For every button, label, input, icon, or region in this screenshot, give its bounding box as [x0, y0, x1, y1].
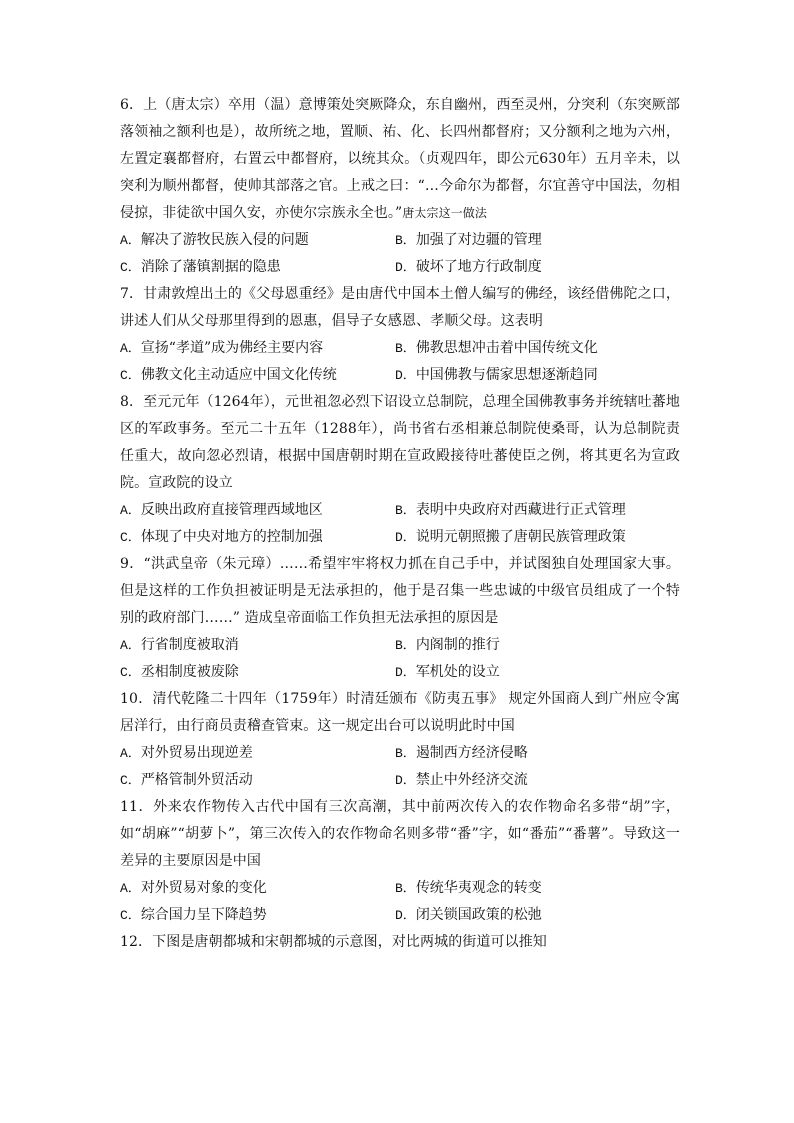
option-a[interactable]: [120, 335, 395, 362]
option-text: 中国佛教与儒家思想逐渐趋同: [415, 367, 598, 383]
option-text: 解决了游牧民族入侵的问题: [140, 232, 309, 248]
question-10: [120, 686, 680, 794]
option-text: 内阁制的推行: [415, 637, 500, 653]
option-text: 加强了对边疆的管理: [415, 232, 542, 248]
option-a[interactable]: [120, 632, 395, 659]
question-list: [120, 92, 680, 956]
option-letter: C．: [120, 665, 141, 680]
option-text: 闭关锁国政策的松弛: [415, 907, 542, 923]
option-letter: C．: [120, 773, 141, 788]
option-letter: D．: [395, 773, 416, 788]
option-letter: D．: [395, 260, 416, 275]
option-letter: D．: [395, 665, 416, 680]
question-9: [120, 551, 680, 686]
question-12-stem: 12．下图是唐朝都城和宋朝都城的示意图，对比两城的街道可以推知: [120, 934, 547, 950]
question-10-options: [120, 740, 680, 794]
question-11-stem: 11．外来农作物传入古代中国有三次高潮，其中前两次传入的农作物命名多带“胡”字，如“胡麻”“胡萝卜”，第三次传入的农作物命名则多带“番”字，如“番茄”“番薯”。导致这一差异的主要原因是中国: [120, 799, 680, 869]
option-d[interactable]: [395, 902, 680, 929]
option-text: 破坏了地方行政制度: [415, 259, 542, 275]
option-letter: B．: [395, 746, 416, 761]
option-letter: B．: [395, 341, 416, 356]
option-letter: B．: [395, 881, 416, 896]
option-b[interactable]: [395, 335, 680, 362]
option-letter: C．: [120, 368, 141, 383]
option-text: 反映出政府直接管理西域地区: [140, 502, 323, 518]
question-8-options: [120, 497, 680, 551]
option-text: 体现了中央对地方的控制加强: [140, 529, 323, 545]
option-text: 对外贸易出现逆差: [140, 745, 253, 761]
option-letter: D．: [395, 530, 416, 545]
question-7: [120, 281, 680, 389]
option-letter: C．: [120, 260, 141, 275]
option-text: 严格管制外贸活动: [140, 772, 253, 788]
option-text: 佛教文化主动适应中国文化传统: [140, 367, 337, 383]
option-letter: A．: [120, 341, 141, 356]
option-text: 说明元朝照搬了唐朝民族管理政策: [415, 529, 626, 545]
option-letter: C．: [120, 908, 141, 923]
option-c[interactable]: [120, 254, 395, 281]
question-6-stem-tail: 唐太宗这一做法: [402, 206, 487, 220]
option-text: 综合国力呈下降趋势: [140, 907, 267, 923]
option-a[interactable]: [120, 227, 395, 254]
question-11: [120, 794, 680, 929]
option-a[interactable]: [120, 875, 395, 902]
option-letter: A．: [120, 638, 141, 653]
option-letter: A．: [120, 746, 141, 761]
question-12: [120, 929, 680, 956]
option-a[interactable]: [120, 497, 395, 524]
question-7-options: [120, 335, 680, 389]
option-letter: D．: [395, 368, 416, 383]
option-text: 消除了藩镇割据的隐患: [140, 259, 281, 275]
option-letter: D．: [395, 908, 416, 923]
option-b[interactable]: [395, 227, 680, 254]
option-d[interactable]: [395, 254, 680, 281]
question-11-options: [120, 875, 680, 929]
option-c[interactable]: [120, 902, 395, 929]
option-c[interactable]: [120, 767, 395, 794]
option-text: 表明中央政府对西藏进行正式管理: [415, 502, 626, 518]
option-a[interactable]: [120, 740, 395, 767]
option-c[interactable]: [120, 524, 395, 551]
option-text: 传统华夷观念的转变: [415, 880, 542, 896]
question-8-stem: 8．至元元年（1264年），元世祖忽必烈下诏设立总制院，总理全国佛教事务并统辖吐蕃地区的军政事务。至元二十五年（1288年），尚书省右丞相兼总制院使桑哥，认为总制院责任重大，故向忽必烈请，根据中国唐朝时期在宣政殿接待吐蕃使臣之例，将其更名为宣政院。宣政院的设立: [120, 394, 680, 491]
question-8: [120, 389, 680, 551]
option-letter: B．: [395, 638, 416, 653]
question-10-stem: 10．清代乾隆二十四年（1759年）时清廷颁布《防夷五事》 规定外国商人到广州应令寓居洋行，由行商员责稽查管束。这一规定出台可以说明此时中国: [120, 691, 680, 734]
option-text: 行省制度被取消: [140, 637, 239, 653]
option-c[interactable]: [120, 362, 395, 389]
option-d[interactable]: [395, 524, 680, 551]
option-b[interactable]: [395, 875, 680, 902]
option-b[interactable]: [395, 497, 680, 524]
option-text: 禁止中外经济交流: [415, 772, 528, 788]
question-6: [120, 92, 680, 281]
option-text: 宣扬“孝道”成为佛经主要内容: [140, 340, 324, 356]
option-text: 军机处的设立: [415, 664, 500, 680]
question-9-options: [120, 632, 680, 686]
option-letter: B．: [395, 503, 416, 518]
option-letter: A．: [120, 233, 141, 248]
option-text: 对外贸易对象的变化: [140, 880, 267, 896]
option-text: 丞相制度被废除: [140, 664, 239, 680]
option-letter: A．: [120, 503, 141, 518]
option-text: 遏制西方经济侵略: [415, 745, 528, 761]
option-d[interactable]: [395, 659, 680, 686]
option-text: 佛教思想冲击着中国传统文化: [415, 340, 598, 356]
question-6-options: [120, 227, 680, 281]
question-6-stem: [120, 92, 680, 227]
option-letter: A．: [120, 881, 141, 896]
option-b[interactable]: [395, 632, 680, 659]
option-b[interactable]: [395, 740, 680, 767]
option-d[interactable]: [395, 362, 680, 389]
option-letter: C．: [120, 530, 141, 545]
question-9-stem: 9．“洪武皇帝（朱元璋）……希望牢牢将权力抓在自己手中，并试图独自处理国家大事。但是这样的工作负担被证明是无法承担的，他于是召集一些忠诚的中级官员组成了一个特别的政府部门……” 造成皇帝面临工作负担无法承担的原因是: [120, 556, 680, 626]
question-7-stem: 7．甘肃敦煌出土的《父母恩重经》是由唐代中国本土僧人编写的佛经，该经借佛陀之口，讲述人们从父母那里得到的恩惠，倡导子女感恩、孝顺父母。这表明: [120, 286, 680, 329]
option-c[interactable]: [120, 659, 395, 686]
question-6-stem-text: 6．上（唐太宗）卒用（温）意博策处突厥降众，东自幽州，西至灵州，分突利（东突厥部落领袖之额利也是），故所统之地，置顺、祐、化、长四州都督府；又分额利之地为六州，左置定襄都督府，右置云中都督府，以统其众。（贞观四年，即公元630年）五月辛未，以突利为顺州都督，使帅其部落之官。上戒之曰：“…今命尔为都督，尔宜善守中国法，勿相侵掠，非徒欲中国久安，亦使尔宗族永全也。”: [120, 97, 680, 221]
option-d[interactable]: [395, 767, 680, 794]
option-letter: B．: [395, 233, 416, 248]
